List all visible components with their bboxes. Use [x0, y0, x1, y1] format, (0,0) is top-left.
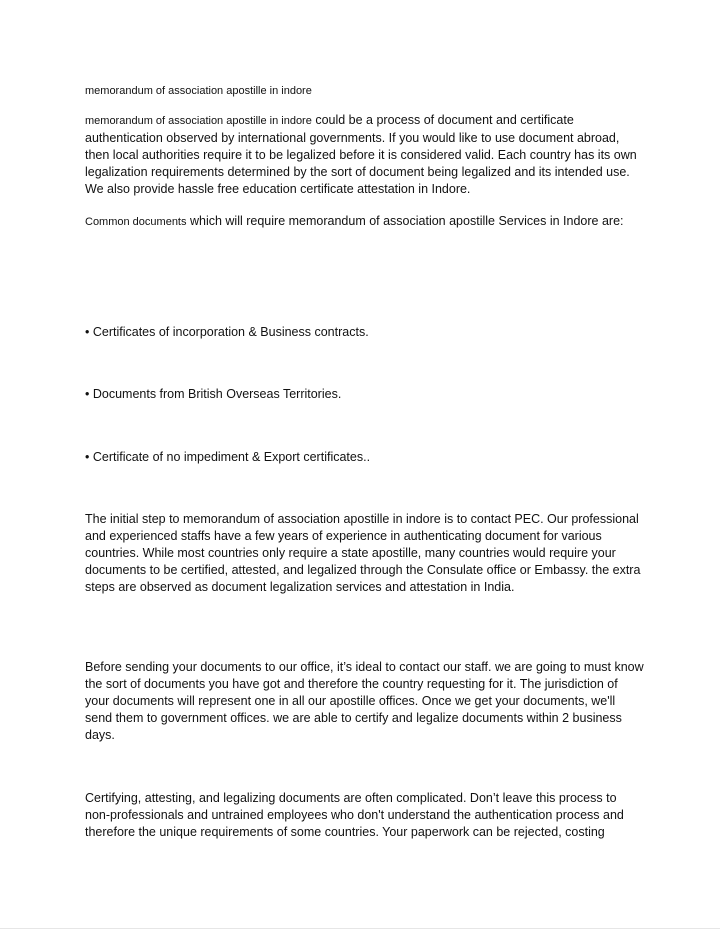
bullet-item: • Documents from British Overseas Territories.	[85, 387, 342, 401]
bullet-item: • Certificates of incorporation & Business contracts.	[85, 325, 369, 339]
page-bottom-border	[0, 928, 720, 929]
common-lead: Common documents	[85, 216, 187, 228]
common-documents-paragraph	[85, 213, 645, 231]
common-text: which will require memorandum of association apostille Services in Indore are:	[186, 214, 624, 228]
initial-step-paragraph: The initial step to memorandum of association apostille in indore is to contact PEC. Our professional and experienced staffs have a few years of experience in authenticating document for various countries. While most countries only require a state apostille, many countries would require your documents to be certified, attested, and legalized through the Consulate office or Embassy. the extra steps are observed as document legalization services and attestation in India.	[85, 512, 641, 594]
document-title: memorandum of association apostille in indore	[85, 85, 312, 97]
bullet-item: • Certificate of no impediment & Export certificates..	[85, 450, 371, 464]
certifying-paragraph: Certifying, attesting, and legalizing documents are often complicated. Don’t leave this process to non-professionals and untrained employees who don't understand the authentication process and therefore the unique requirements of some countries. Your paperwork can be rejected, costing	[85, 791, 624, 839]
intro-paragraph	[85, 112, 645, 198]
before-sending-paragraph: Before sending your documents to our office, it’s ideal to contact our staff. we are going to must know the sort of documents you have got and therefore the country requesting for it. The jurisdiction of your documents will represent one in all our apostille offices. Once we get your documents, we'll send them to government offices. we are able to certify and legalize documents within 2 business days.	[85, 660, 644, 742]
intro-text: could be a process of document and certificate authentication observed by international governments. If you would like to use document abroad, then local authorities require it to be legalized before it is considered valid. Each country has its own legalization requirements determined by the sort of document being legalized and its intended use. We also provide hassle free education certificate attestation in Indore.	[85, 113, 637, 196]
intro-lead: memorandum of association apostille in indore	[85, 115, 312, 127]
